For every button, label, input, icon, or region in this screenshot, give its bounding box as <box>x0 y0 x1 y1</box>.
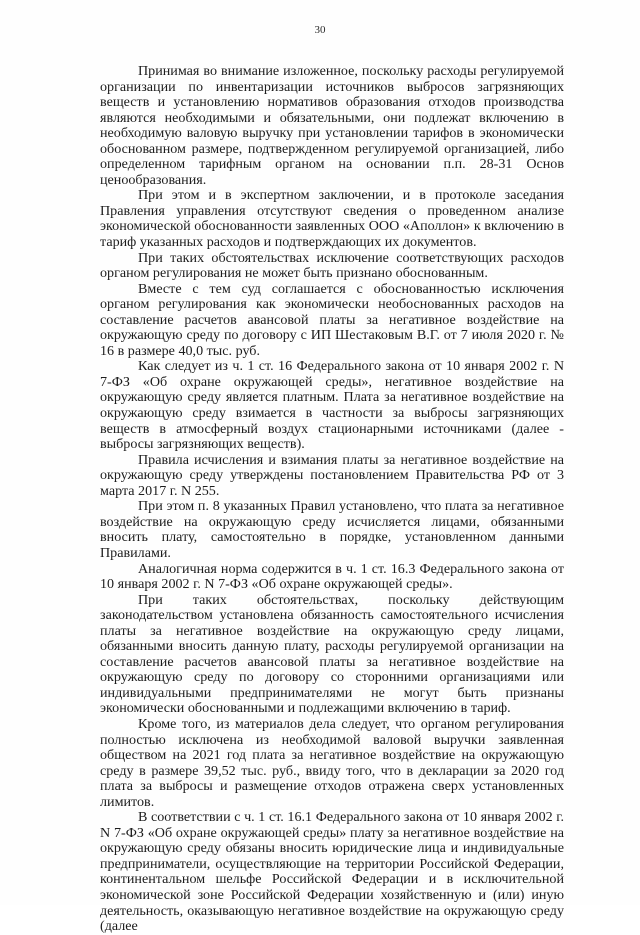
paragraph: Правила исчисления и взимания платы за негативное воздействие на окружающую среду утверждены постановлением Правительства РФ от 3 марта 2017 г. N 255. <box>100 451 564 499</box>
page-number: 30 <box>314 24 326 36</box>
paragraph: Как следует из ч. 1 ст. 16 Федерального закона от 10 января 2002 г. N 7-ФЗ «Об охране окружающей среды», негативное воздействие на окружающую среду является платным. Плата за негативное воздействие на окружающую среду взимается в частности за выбросы загрязняющих веществ в атмосферный воздух стационарными источниками (далее - выбросы загрязняющих веществ). <box>100 358 564 453</box>
paragraph: Вместе с тем суд соглашается с обоснованностью исключения органом регулирования как экономически необоснованных расходов на составление расчетов авансовой платы за негативное воздействие на окружающую среду по договору с ИП Шестаковым В.Г. от 7 июля 2020 г. № 16 в размере 40,0 тыс. руб. <box>100 280 564 359</box>
document-body <box>100 64 564 935</box>
paragraph: Принимая во внимание изложенное, поскольку расходы регулируемой организации по инвентаризации источников выбросов загрязняющих веществ и установлению нормативов образования отходов производства являются необходимыми и обязательными, они подлежат включению в необходимую валовую выручку при установлении тарифов в экономически обоснованном размере, подтвержденном регулируемой организацией, либо определенном тарифным органом на основании п.п. 28-31 Основ ценообразования. <box>100 63 564 188</box>
paragraph: В соответствии с ч. 1 ст. 16.1 Федерального закона от 10 января 2002 г. N 7-ФЗ «Об охране окружающей среды» плату за негативное воздействие на окружающую среду обязаны вносить юридические лица и индивидуальные предприниматели, осуществляющие на территории Российской Федерации, континентальном шельфе Российской Федерации и в исключительной экономической зоне Российской Федерации хозяйственную и (или) иную деятельность, оказывающую негативное воздействие на окружающую среду (далее <box>100 809 564 935</box>
paragraph: Кроме того, из материалов дела следует, что органом регулирования полностью исключена из необходимой валовой выручки заявленная обществом на 2021 год плата за негативное воздействие на окружающую среду в размере 39,52 тыс. руб., ввиду того, что в декларации за 2020 год плата за выбросы и размещение отходов отражена сверх установленных лимитов. <box>100 715 564 810</box>
paragraph: При таких обстоятельствах, поскольку действующим законодательством установлена обязанность самостоятельного исчисления платы за негативное воздействие на окружающую среду лицами, обязанными вносить данную плату, расходы регулируемой организации на составление расчетов авансовой платы за негативное воздействие на окружающую среду по договору со сторонними организациями или индивидуальными предпринимателями не могут быть признаны экономически обоснованными и подлежащими включению в тариф. <box>100 591 564 717</box>
paragraph: При этом п. 8 указанных Правил установлено, что плата за негативное воздействие на окружающую среду исчисляется лицами, обязанными вносить плату, самостоятельно в порядке, установленном данными Правилами. <box>100 498 564 561</box>
paragraph: При этом и в экспертном заключении, и в протоколе заседания Правления управления отсутствуют сведения о проведенном анализе экономической обоснованности заявленных ООО «Аполлон» к включению в тариф указанных расходов и подтверждающих их документов. <box>100 187 564 251</box>
paragraph: Аналогичная норма содержится в ч. 1 ст. 16.3 Федерального закона от 10 января 2002 г. N 7-ФЗ «Об охране окружающей среды». <box>100 560 564 593</box>
paragraph: При таких обстоятельствах исключение соответствующих расходов органом регулирования не может быть признано обоснованным. <box>100 249 564 282</box>
